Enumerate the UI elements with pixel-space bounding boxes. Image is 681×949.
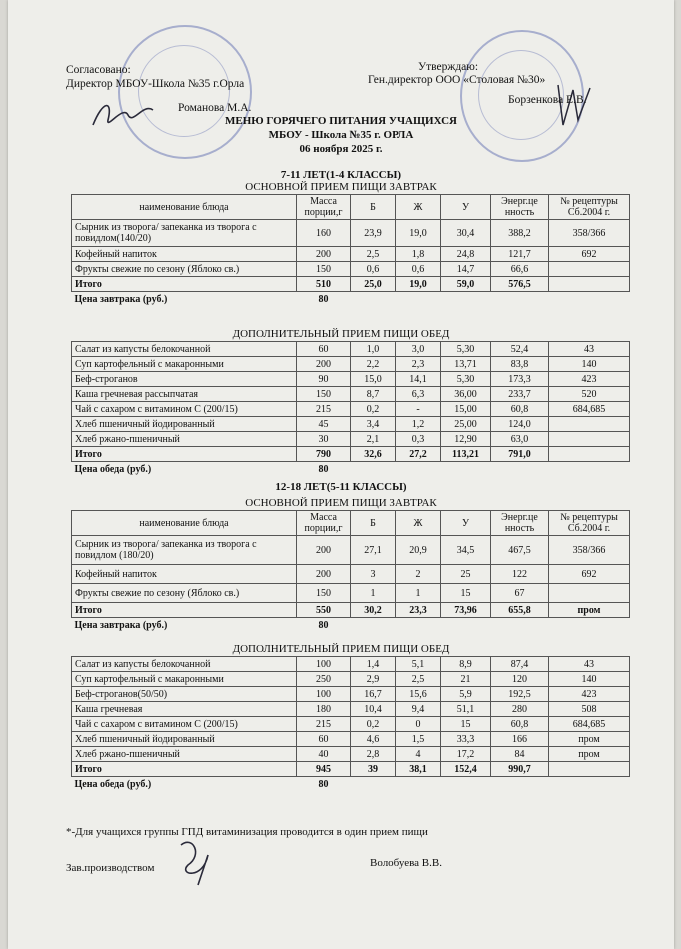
dish-name: Кофейный напиток [72, 247, 297, 262]
price-value: 80 [318, 778, 329, 790]
table-cell: 166 [491, 732, 549, 747]
total-cell: 990,7 [491, 762, 549, 777]
table-cell: 180 [297, 702, 351, 717]
breakfast-table-2 [71, 510, 630, 632]
table-cell: 16,7 [351, 687, 396, 702]
table-cell: 20,9 [396, 536, 441, 565]
table-cell: 0,2 [351, 717, 396, 732]
total-label: Итого [72, 447, 297, 462]
table-cell: 150 [297, 387, 351, 402]
table-cell: 124,0 [491, 417, 549, 432]
table-cell: 2,5 [351, 247, 396, 262]
gendirector-title: Ген.директор ООО «Столовая №30» [368, 74, 546, 86]
lunch-title-2: ДОПОЛНИТЕЛЬНЫЙ ПРИЕМ ПИЩИ ОБЕД [232, 643, 450, 655]
total-cell: 791,0 [491, 447, 549, 462]
table-cell: 358/366 [549, 220, 630, 247]
dish-name: Беф-строганов [72, 372, 297, 387]
table-cell: 150 [297, 262, 351, 277]
total-cell: 25,0 [351, 277, 396, 292]
column-header: наименование блюда [72, 511, 297, 536]
total-cell: 39 [351, 762, 396, 777]
total-cell: пром [549, 603, 630, 618]
table-cell: 358/366 [549, 536, 630, 565]
price-value: 80 [318, 619, 329, 631]
dish-name: Каша гречневая [72, 702, 297, 717]
age-group-1: 7-11 ЛЕТ(1-4 КЛАССЫ) [280, 169, 402, 181]
table-cell: 60,8 [491, 402, 549, 417]
age-group-2: 12-18 ЛЕТ(5-11 КЛАССЫ) [275, 481, 407, 493]
menu-date: 06 ноября 2025 г. [299, 143, 383, 155]
table-cell: 692 [549, 565, 630, 584]
table-cell: 36,00 [441, 387, 491, 402]
table-cell: 1,2 [396, 417, 441, 432]
table-cell: 27,1 [351, 536, 396, 565]
table-cell: 508 [549, 702, 630, 717]
table-cell: 51,1 [441, 702, 491, 717]
table-cell: 30,4 [441, 220, 491, 247]
table-cell: 66,6 [491, 262, 549, 277]
table-row [72, 247, 630, 262]
breakfast-table-1 [71, 194, 630, 306]
price-spacer [351, 618, 630, 633]
table-cell: 200 [297, 565, 351, 584]
table-cell: 43 [549, 657, 630, 672]
table-cell: 14,7 [441, 262, 491, 277]
table-cell: 0,6 [351, 262, 396, 277]
total-cell: 32,6 [351, 447, 396, 462]
total-cell: 30,2 [351, 603, 396, 618]
table-cell: 467,5 [491, 536, 549, 565]
table-cell: 2,2 [351, 357, 396, 372]
total-row [72, 762, 630, 777]
table-cell: 0,3 [396, 432, 441, 447]
table-row [72, 220, 630, 247]
table-cell: 83,8 [491, 357, 549, 372]
table-row [72, 747, 630, 762]
table-cell: 43 [549, 342, 630, 357]
dish-name: Хлеб ржано-пшеничный [72, 747, 297, 762]
lunch-table-1 [71, 341, 630, 476]
footnote: *-Для учащихся группы ГПД витаминизация проводится в один прием пищи [66, 826, 428, 838]
dish-name: Суп картофельный с макаронными [72, 357, 297, 372]
table-cell: 25 [441, 565, 491, 584]
price-label: Цена завтрака (руб.) [74, 619, 168, 631]
table-cell: 0,6 [396, 262, 441, 277]
table-row [72, 262, 630, 277]
table-cell: 14,1 [396, 372, 441, 387]
dish-name: Каша гречневая рассыпчатая [72, 387, 297, 402]
table-cell: 100 [297, 657, 351, 672]
table-row [72, 687, 630, 702]
table-cell: 2,9 [351, 672, 396, 687]
dish-name: Салат из капусты белокочанной [72, 342, 297, 357]
table-cell: 200 [297, 247, 351, 262]
price-row [72, 777, 630, 792]
table-cell [549, 417, 630, 432]
lunch-title-1: ДОПОЛНИТЕЛЬНЫЙ ПРИЕМ ПИЩИ ОБЕД [232, 328, 450, 340]
price-spacer [351, 462, 630, 477]
dish-name: Хлеб пшеничный йодированный [72, 417, 297, 432]
total-cell: 27,2 [396, 447, 441, 462]
column-header: № рецептуры Сб.2004 г. [549, 511, 630, 536]
table-cell: 2,8 [351, 747, 396, 762]
table-cell: 63,0 [491, 432, 549, 447]
table-cell: 90 [297, 372, 351, 387]
table-cell: 140 [549, 672, 630, 687]
table-row [72, 672, 630, 687]
table-cell: 15,00 [441, 402, 491, 417]
table-cell: 60 [297, 342, 351, 357]
table-row [72, 565, 630, 584]
table-cell: 423 [549, 372, 630, 387]
dish-name: Чай с сахаром с витамином С (200/15) [72, 402, 297, 417]
table-cell: 2,3 [396, 357, 441, 372]
table-row [72, 372, 630, 387]
price-row [72, 292, 630, 307]
dish-name: Фрукты свежие по сезону (Яблоко св.) [72, 262, 297, 277]
director-name: Романова М.А. [178, 102, 252, 114]
table-cell: 692 [549, 247, 630, 262]
table-cell: 13,71 [441, 357, 491, 372]
agreed-label: Согласовано: [66, 64, 131, 76]
column-header: Ж [396, 195, 441, 220]
total-cell: 550 [297, 603, 351, 618]
table-header [72, 195, 630, 220]
dish-name: Беф-строганов(50/50) [72, 687, 297, 702]
production-head-name: Волобуева В.В. [370, 857, 442, 869]
table-cell: пром [549, 732, 630, 747]
total-label: Итого [72, 603, 297, 618]
total-cell: 576,5 [491, 277, 549, 292]
table-cell: 5,30 [441, 342, 491, 357]
table-cell [549, 262, 630, 277]
table-cell: 1,0 [351, 342, 396, 357]
table-row [72, 657, 630, 672]
table-cell: 684,685 [549, 717, 630, 732]
dish-name: Чай с сахаром с витамином С (200/15) [72, 717, 297, 732]
total-cell: 73,96 [441, 603, 491, 618]
table-cell: 423 [549, 687, 630, 702]
total-cell: 19,0 [396, 277, 441, 292]
table-cell: 1,4 [351, 657, 396, 672]
table-cell: 8,9 [441, 657, 491, 672]
total-label: Итого [72, 762, 297, 777]
table-cell: 1 [351, 584, 396, 603]
director-title: Директор МБОУ-Школа №35 г.Орла [66, 78, 245, 90]
table-cell: 140 [549, 357, 630, 372]
table-header [72, 511, 630, 536]
dish-name: Суп картофельный с макаронными [72, 672, 297, 687]
table-row [72, 717, 630, 732]
total-cell: 152,4 [441, 762, 491, 777]
table-cell: 120 [491, 672, 549, 687]
table-row [72, 732, 630, 747]
total-label: Итого [72, 277, 297, 292]
table-row [72, 702, 630, 717]
total-row [72, 447, 630, 462]
price-value: 80 [318, 463, 329, 475]
table-cell: 3,4 [351, 417, 396, 432]
menu-title: МЕНЮ ГОРЯЧЕГО ПИТАНИЯ УЧАЩИХСЯ [224, 115, 458, 127]
table-cell: пром [549, 747, 630, 762]
price-label: Цена обеда (руб.) [74, 778, 152, 790]
gendirector-name: Борзенкова Е.В. [508, 94, 587, 106]
table-cell: 10,4 [351, 702, 396, 717]
total-cell [549, 447, 630, 462]
table-cell: 15 [441, 584, 491, 603]
total-cell [549, 762, 630, 777]
dish-name: Кофейный напиток [72, 565, 297, 584]
table-row [72, 402, 630, 417]
column-header: Б [351, 511, 396, 536]
price-spacer [351, 777, 630, 792]
table-cell: 67 [491, 584, 549, 603]
table-cell [549, 432, 630, 447]
table-row [72, 536, 630, 565]
table-cell: 3,0 [396, 342, 441, 357]
table-cell: 8,7 [351, 387, 396, 402]
dish-name: Хлеб ржано-пшеничный [72, 432, 297, 447]
total-cell: 23,3 [396, 603, 441, 618]
table-cell: 280 [491, 702, 549, 717]
price-value: 80 [318, 293, 329, 305]
table-cell [549, 584, 630, 603]
table-cell: 60,8 [491, 717, 549, 732]
table-cell: 34,5 [441, 536, 491, 565]
table-cell: 15,0 [351, 372, 396, 387]
table-cell: 21 [441, 672, 491, 687]
dish-name: Хлеб пшеничный йодированный [72, 732, 297, 747]
lunch-table-2 [71, 656, 630, 791]
price-label: Цена обеда (руб.) [74, 463, 152, 475]
production-head-signature [173, 835, 218, 890]
table-row [72, 584, 630, 603]
breakfast-title-2: ОСНОВНОЙ ПРИЕМ ПИЩИ ЗАВТРАК [245, 497, 437, 509]
column-header: Энерг.це нность [491, 511, 549, 536]
total-cell: 655,8 [491, 603, 549, 618]
table-cell: 19,0 [396, 220, 441, 247]
production-head-role: Зав.производством [66, 862, 155, 874]
total-cell: 59,0 [441, 277, 491, 292]
dish-name: Сырник из творога/ запеканка из творога с повидлом(140/20) [72, 220, 297, 247]
table-cell: 9,4 [396, 702, 441, 717]
table-cell: 5,9 [441, 687, 491, 702]
total-cell: 510 [297, 277, 351, 292]
table-cell: 24,8 [441, 247, 491, 262]
column-header: № рецептуры Сб.2004 г. [549, 195, 630, 220]
total-cell [549, 277, 630, 292]
column-header: У [441, 511, 491, 536]
table-cell: 1,5 [396, 732, 441, 747]
table-cell: 17,2 [441, 747, 491, 762]
table-cell: - [396, 402, 441, 417]
table-cell: 0,2 [351, 402, 396, 417]
total-row [72, 277, 630, 292]
table-cell: 60 [297, 732, 351, 747]
menu-document [8, 0, 674, 949]
table-cell: 4,6 [351, 732, 396, 747]
price-row [72, 462, 630, 477]
table-cell: 200 [297, 536, 351, 565]
table-row [72, 417, 630, 432]
table-cell: 233,7 [491, 387, 549, 402]
table-cell: 1 [396, 584, 441, 603]
price-label: Цена завтрака (руб.) [74, 293, 168, 305]
table-cell: 122 [491, 565, 549, 584]
table-row [72, 357, 630, 372]
price-row [72, 618, 630, 633]
table-cell: 23,9 [351, 220, 396, 247]
table-cell: 4 [396, 747, 441, 762]
table-cell: 3 [351, 565, 396, 584]
column-header: наименование блюда [72, 195, 297, 220]
table-cell: 87,4 [491, 657, 549, 672]
table-cell: 2,1 [351, 432, 396, 447]
total-cell: 113,21 [441, 447, 491, 462]
table-row [72, 432, 630, 447]
column-header: Энерг.це нность [491, 195, 549, 220]
table-cell: 30 [297, 432, 351, 447]
dish-name: Салат из капусты белокочанной [72, 657, 297, 672]
table-cell: 0 [396, 717, 441, 732]
price-spacer [351, 292, 630, 307]
table-cell: 121,7 [491, 247, 549, 262]
table-cell: 40 [297, 747, 351, 762]
school-title: МБОУ - Школа №35 г. ОРЛА [268, 129, 414, 141]
table-cell: 45 [297, 417, 351, 432]
total-row [72, 603, 630, 618]
column-header: Масса порции,г [297, 195, 351, 220]
table-cell: 520 [549, 387, 630, 402]
column-header: Ж [396, 511, 441, 536]
table-cell: 15,6 [396, 687, 441, 702]
table-cell: 15 [441, 717, 491, 732]
table-cell: 388,2 [491, 220, 549, 247]
table-cell: 5,30 [441, 372, 491, 387]
table-cell: 1,8 [396, 247, 441, 262]
table-cell: 684,685 [549, 402, 630, 417]
column-header: У [441, 195, 491, 220]
table-cell: 160 [297, 220, 351, 247]
table-cell: 200 [297, 357, 351, 372]
table-cell: 215 [297, 717, 351, 732]
table-cell: 6,3 [396, 387, 441, 402]
table-row [72, 387, 630, 402]
total-cell: 38,1 [396, 762, 441, 777]
table-cell: 52,4 [491, 342, 549, 357]
table-cell: 5,1 [396, 657, 441, 672]
table-cell: 2,5 [396, 672, 441, 687]
table-cell: 215 [297, 402, 351, 417]
breakfast-title-1: ОСНОВНОЙ ПРИЕМ ПИЩИ ЗАВТРАК [245, 181, 437, 193]
table-cell: 12,90 [441, 432, 491, 447]
table-cell: 150 [297, 584, 351, 603]
table-cell: 250 [297, 672, 351, 687]
column-header: Б [351, 195, 396, 220]
dish-name: Фрукты свежие по сезону (Яблоко св.) [72, 584, 297, 603]
dish-name: Сырник из творога/ запеканка из творога с повидлом (180/20) [72, 536, 297, 565]
table-cell: 33,3 [441, 732, 491, 747]
table-cell: 100 [297, 687, 351, 702]
table-row [72, 342, 630, 357]
table-cell: 25,00 [441, 417, 491, 432]
total-cell: 790 [297, 447, 351, 462]
approve-label: Утверждаю: [418, 61, 479, 73]
column-header: Масса порции,г [297, 511, 351, 536]
table-cell: 2 [396, 565, 441, 584]
table-cell: 192,5 [491, 687, 549, 702]
table-cell: 173,3 [491, 372, 549, 387]
total-cell: 945 [297, 762, 351, 777]
table-cell: 84 [491, 747, 549, 762]
